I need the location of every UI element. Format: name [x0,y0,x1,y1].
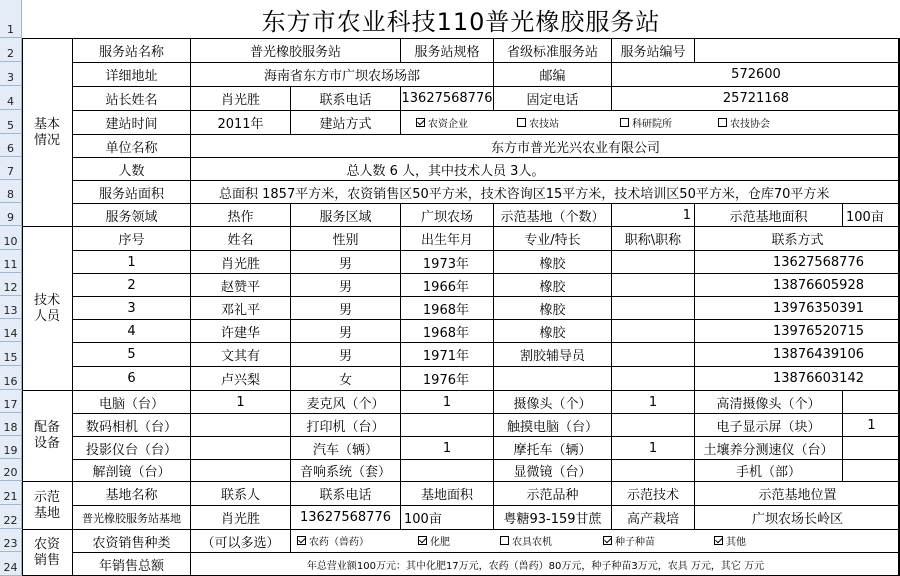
equipment-label: 投影仪台（台） [72,436,190,459]
build-year-value[interactable]: 2011年 [190,110,290,134]
checkbox-icon[interactable] [620,118,629,127]
section-agri-sales-label: 农资销售 [33,537,60,568]
sales-kind-label: 化肥 [430,537,450,548]
staff-contact-cell[interactable]: 13876605928 [694,273,900,296]
checkbox-icon[interactable] [517,118,526,127]
sheet-title: 东方市农业科技110普光橡胶服务站 [261,7,661,36]
staff-gender-cell[interactable]: 男 [290,296,400,319]
staff-major-cell[interactable]: 橡胶 [493,319,611,342]
section-agri-sales [22,529,72,576]
method-option-3[interactable] [718,110,770,134]
area-label: 服务站面积 [72,180,190,203]
sales-kind-1[interactable] [418,529,450,552]
section-tech-label: 技术人员 [33,292,60,324]
sales-kind-0[interactable] [297,529,369,552]
staff-birth-cell[interactable]: 1971年 [400,342,493,366]
row-header[interactable]: 12 [0,273,22,296]
staff-title-cell[interactable] [611,366,694,390]
equipment-label: 土壤养分测速仪（台） [694,436,842,459]
staff-contact-cell[interactable]: 13976350391 [694,296,900,319]
sales-kind-4[interactable] [714,529,746,552]
landline-value[interactable]: 25721168 [611,86,900,110]
equipment-label: 电子显示屏（块） [694,413,842,436]
staff-gender-cell[interactable]: 男 [290,342,400,366]
method-option-1[interactable] [517,110,559,134]
checkbox-icon[interactable] [718,118,727,127]
staff-birth-cell[interactable]: 1976年 [400,366,493,390]
unit-name-label: 单位名称 [72,134,190,157]
equipment-value[interactable] [842,459,900,481]
demo-count-label: 示范基地（个数） [493,203,611,226]
demo-header: 联系电话 [290,481,400,505]
staff-header: 联系方式 [694,226,900,250]
equipment-value[interactable]: 1 [400,390,493,413]
demo-header: 基地面积 [400,481,493,505]
row-header[interactable]: 22 [0,505,22,529]
section-demo-label: 示范基地 [33,489,60,521]
address-label: 详细地址 [72,62,190,86]
sales-total-value[interactable]: 年总营业额100万元：其中化肥17万元，农药（兽药）80万元，种子种苗3万元，农具 万元，其它 万元 [190,552,900,576]
service-region-label: 服务区域 [290,203,400,226]
row-header[interactable]: 23 [0,529,22,552]
row-header[interactable]: 3 [0,62,22,86]
equipment-label: 手机（部） [694,459,842,481]
equipment-label: 高清摄像头（个） [694,390,842,413]
row-header[interactable]: 15 [0,342,22,366]
staff-header: 性别 [290,226,400,250]
equipment-label: 触摸电脑（台） [493,413,611,436]
service-field-value[interactable]: 热作 [190,203,290,226]
staff-gender-cell[interactable]: 男 [290,250,400,273]
staff-major-cell[interactable]: 割胶辅导员 [493,342,611,366]
staff-title-cell[interactable] [611,296,694,319]
equipment-label: 音响系统（套） [290,459,400,481]
demo-name-value[interactable]: 普光橡胶服务站基地 [72,505,190,529]
station-spec-value[interactable]: 省级标准服务站 [493,38,611,62]
equipment-label: 打印机（台） [290,413,400,436]
equipment-value[interactable]: 1 [611,436,694,459]
equipment-value[interactable] [842,390,900,413]
staff-name-cell[interactable]: 邓礼平 [190,296,290,319]
staff-contact-cell[interactable]: 13976520715 [694,319,900,342]
checkbox-icon[interactable] [297,536,306,545]
row-header[interactable]: 13 [0,296,22,319]
staff-major-cell[interactable]: 橡胶 [493,273,611,296]
sales-kind-2[interactable] [500,529,552,552]
phone-value[interactable]: 13627568776 [400,86,493,110]
sales-kind-label: 农具农机 [512,537,552,548]
station-name-label: 服务站名称 [72,38,190,62]
service-field-label: 服务领域 [72,203,190,226]
demo-header: 示范技术 [611,481,694,505]
demo-count-value[interactable]: 1 [611,203,694,226]
sales-kind-label: 农药（兽药） [309,537,369,548]
staff-birth-cell[interactable]: 1968年 [400,319,493,342]
staff-name-cell[interactable]: 赵赞平 [190,273,290,296]
staff-birth-cell[interactable]: 1973年 [400,250,493,273]
equipment-value[interactable] [190,413,290,436]
equipment-label: 麦克风（个） [290,390,400,413]
demo-area-value[interactable]: 100亩 [842,203,900,226]
staff-header: 姓名 [190,226,290,250]
row-header[interactable]: 6 [0,134,22,157]
checkbox-icon[interactable] [603,536,612,545]
row-header[interactable]: 16 [0,366,22,390]
section-equipment-label: 配备设备 [33,420,60,451]
row-header[interactable]: 9 [0,203,22,226]
section-equipment [22,390,72,481]
staff-gender-cell[interactable]: 女 [290,366,400,390]
row-header[interactable]: 21 [0,481,22,505]
unit-name-value[interactable]: 东方市普光光兴农业有限公司 [190,134,900,157]
method-option-0[interactable] [416,110,468,134]
staff-title-cell[interactable] [611,319,694,342]
staff-no-cell[interactable]: 6 [72,366,190,390]
staff-header: 职称\职称 [611,226,694,250]
method-option-label: 农技协会 [730,118,770,130]
staff-name-cell[interactable]: 文其有 [190,342,290,366]
row-header[interactable]: 4 [0,86,22,110]
staff-name-cell[interactable]: 许建华 [190,319,290,342]
sales-kinds-note: （可以多选） [190,529,290,552]
section-demo [22,481,72,529]
equipment-value[interactable]: 1 [842,413,900,436]
equipment-value[interactable]: 1 [611,390,694,413]
section-basic [22,38,72,226]
equipment-label: 汽车（辆） [290,436,400,459]
equipment-label: 显微镜（台） [493,459,611,481]
sales-kind-label: 其他 [726,537,746,548]
station-spec-label: 服务站规格 [400,38,493,62]
row-header[interactable]: 17 [0,390,22,413]
equipment-label: 摄像头（个） [493,390,611,413]
staff-gender-cell[interactable]: 男 [290,273,400,296]
equipment-label: 数码相机（台） [72,413,190,436]
demo-header: 联系人 [190,481,290,505]
equipment-value[interactable] [842,436,900,459]
demo-contact-value[interactable]: 肖光胜 [190,505,290,529]
equipment-label: 解剖镜（台） [72,459,190,481]
staff-name-cell[interactable]: 肖光胜 [190,250,290,273]
method-option-2[interactable] [620,110,672,134]
row-header[interactable]: 19 [0,436,22,459]
checkbox-icon[interactable] [714,536,723,545]
head-name-label: 站长姓名 [72,86,190,110]
staff-title-cell[interactable] [611,273,694,296]
staff-birth-cell[interactable]: 1968年 [400,296,493,319]
row-header[interactable]: 7 [0,157,22,180]
build-year-label: 建站时间 [72,110,190,134]
demo-header: 示范基地位置 [694,481,900,505]
demo-location-value[interactable]: 广坝农场长岭区 [694,505,900,529]
row-header[interactable]: 24 [0,552,22,576]
checkbox-icon[interactable] [416,118,425,127]
staff-name-cell[interactable]: 卢兴梨 [190,366,290,390]
station-name-value[interactable]: 普光橡胶服务站 [190,38,400,62]
equipment-label: 电脑（台） [72,390,190,413]
staff-no-cell[interactable]: 5 [72,342,190,366]
row-header[interactable]: 1 [0,0,22,38]
staff-no-cell[interactable]: 4 [72,319,190,342]
staff-header: 专业/特长 [493,226,611,250]
address-value[interactable]: 海南省东方市广坝农场场部 [190,62,493,86]
row-header[interactable]: 11 [0,250,22,273]
staff-title-cell[interactable] [611,250,694,273]
staff-header: 序号 [72,226,190,250]
equipment-value[interactable] [190,459,290,481]
staff-gender-cell[interactable]: 男 [290,319,400,342]
sales-kind-label: 种子种苗 [615,537,655,548]
checkbox-icon[interactable] [500,536,509,545]
staff-major-cell[interactable]: 橡胶 [493,250,611,273]
demo-area-label: 示范基地面积 [694,203,842,226]
equipment-value[interactable]: 1 [400,436,493,459]
equipment-value[interactable] [611,413,694,436]
method-option-label: 农资企业 [428,118,468,130]
section-basic-label: 基本情况 [33,116,60,148]
people-value[interactable]: 总人数 6 人，其中技术人员 3人。 [190,157,900,180]
equipment-value[interactable] [611,459,694,481]
equipment-value[interactable] [400,413,493,436]
staff-major-cell[interactable] [493,366,611,390]
staff-contact-cell[interactable]: 13876439106 [694,342,900,366]
area-value[interactable]: 总面积 1857平方米，农资销售区50平方米，技术咨询区15平方米，技术培训区50平方米，仓库70平方米 [190,180,900,203]
row-header[interactable]: 10 [0,226,22,250]
staff-contact-cell[interactable]: 13627568776 [694,250,900,273]
equipment-label: 摩托车（辆） [493,436,611,459]
equipment-value[interactable] [400,459,493,481]
station-number-label: 服务站编号 [611,38,694,62]
row-header[interactable]: 5 [0,110,22,134]
staff-contact-cell[interactable]: 13876603142 [694,366,900,390]
row-header[interactable]: 20 [0,459,22,481]
row-header[interactable]: 8 [0,180,22,203]
staff-major-cell[interactable]: 橡胶 [493,296,611,319]
postcode-value[interactable]: 572600 [611,62,900,86]
sales-kind-3[interactable] [603,529,655,552]
staff-no-cell[interactable]: 2 [72,273,190,296]
equipment-value[interactable]: 1 [190,390,290,413]
staff-birth-cell[interactable]: 1966年 [400,273,493,296]
landline-label: 固定电话 [493,86,611,110]
station-number-value[interactable] [694,38,900,62]
sales-total-label: 年销售总额 [72,552,190,576]
method-option-label: 农技站 [529,118,559,130]
sales-kinds-options [290,529,900,552]
demo-area-value[interactable]: 100亩 [400,505,493,529]
checkbox-icon[interactable] [418,536,427,545]
demo-header: 示范品种 [493,481,611,505]
demo-header: 基地名称 [72,481,190,505]
postcode-label: 邮编 [493,62,611,86]
section-tech [22,226,72,390]
row-header[interactable]: 18 [0,413,22,436]
staff-header: 出生年月 [400,226,493,250]
demo-tech-value[interactable]: 高产栽培 [611,505,694,529]
row-header[interactable]: 2 [0,38,22,62]
head-name-value[interactable]: 肖光胜 [190,86,290,110]
people-label: 人数 [72,157,190,180]
staff-no-cell[interactable]: 1 [72,250,190,273]
service-region-value[interactable]: 广坝农场 [400,203,493,226]
equipment-value[interactable] [190,436,290,459]
staff-no-cell[interactable]: 3 [72,296,190,319]
method-option-label: 科研院所 [632,118,672,130]
phone-label: 联系电话 [290,86,400,110]
row-header[interactable]: 14 [0,319,22,342]
demo-phone-value[interactable]: 13627568776 [290,505,400,529]
build-method-label: 建站方式 [290,110,400,134]
staff-title-cell[interactable] [611,342,694,366]
sales-kinds-label: 农资销售种类 [72,529,190,552]
demo-variety-value[interactable]: 粤糖93-159甘蔗 [493,505,611,529]
